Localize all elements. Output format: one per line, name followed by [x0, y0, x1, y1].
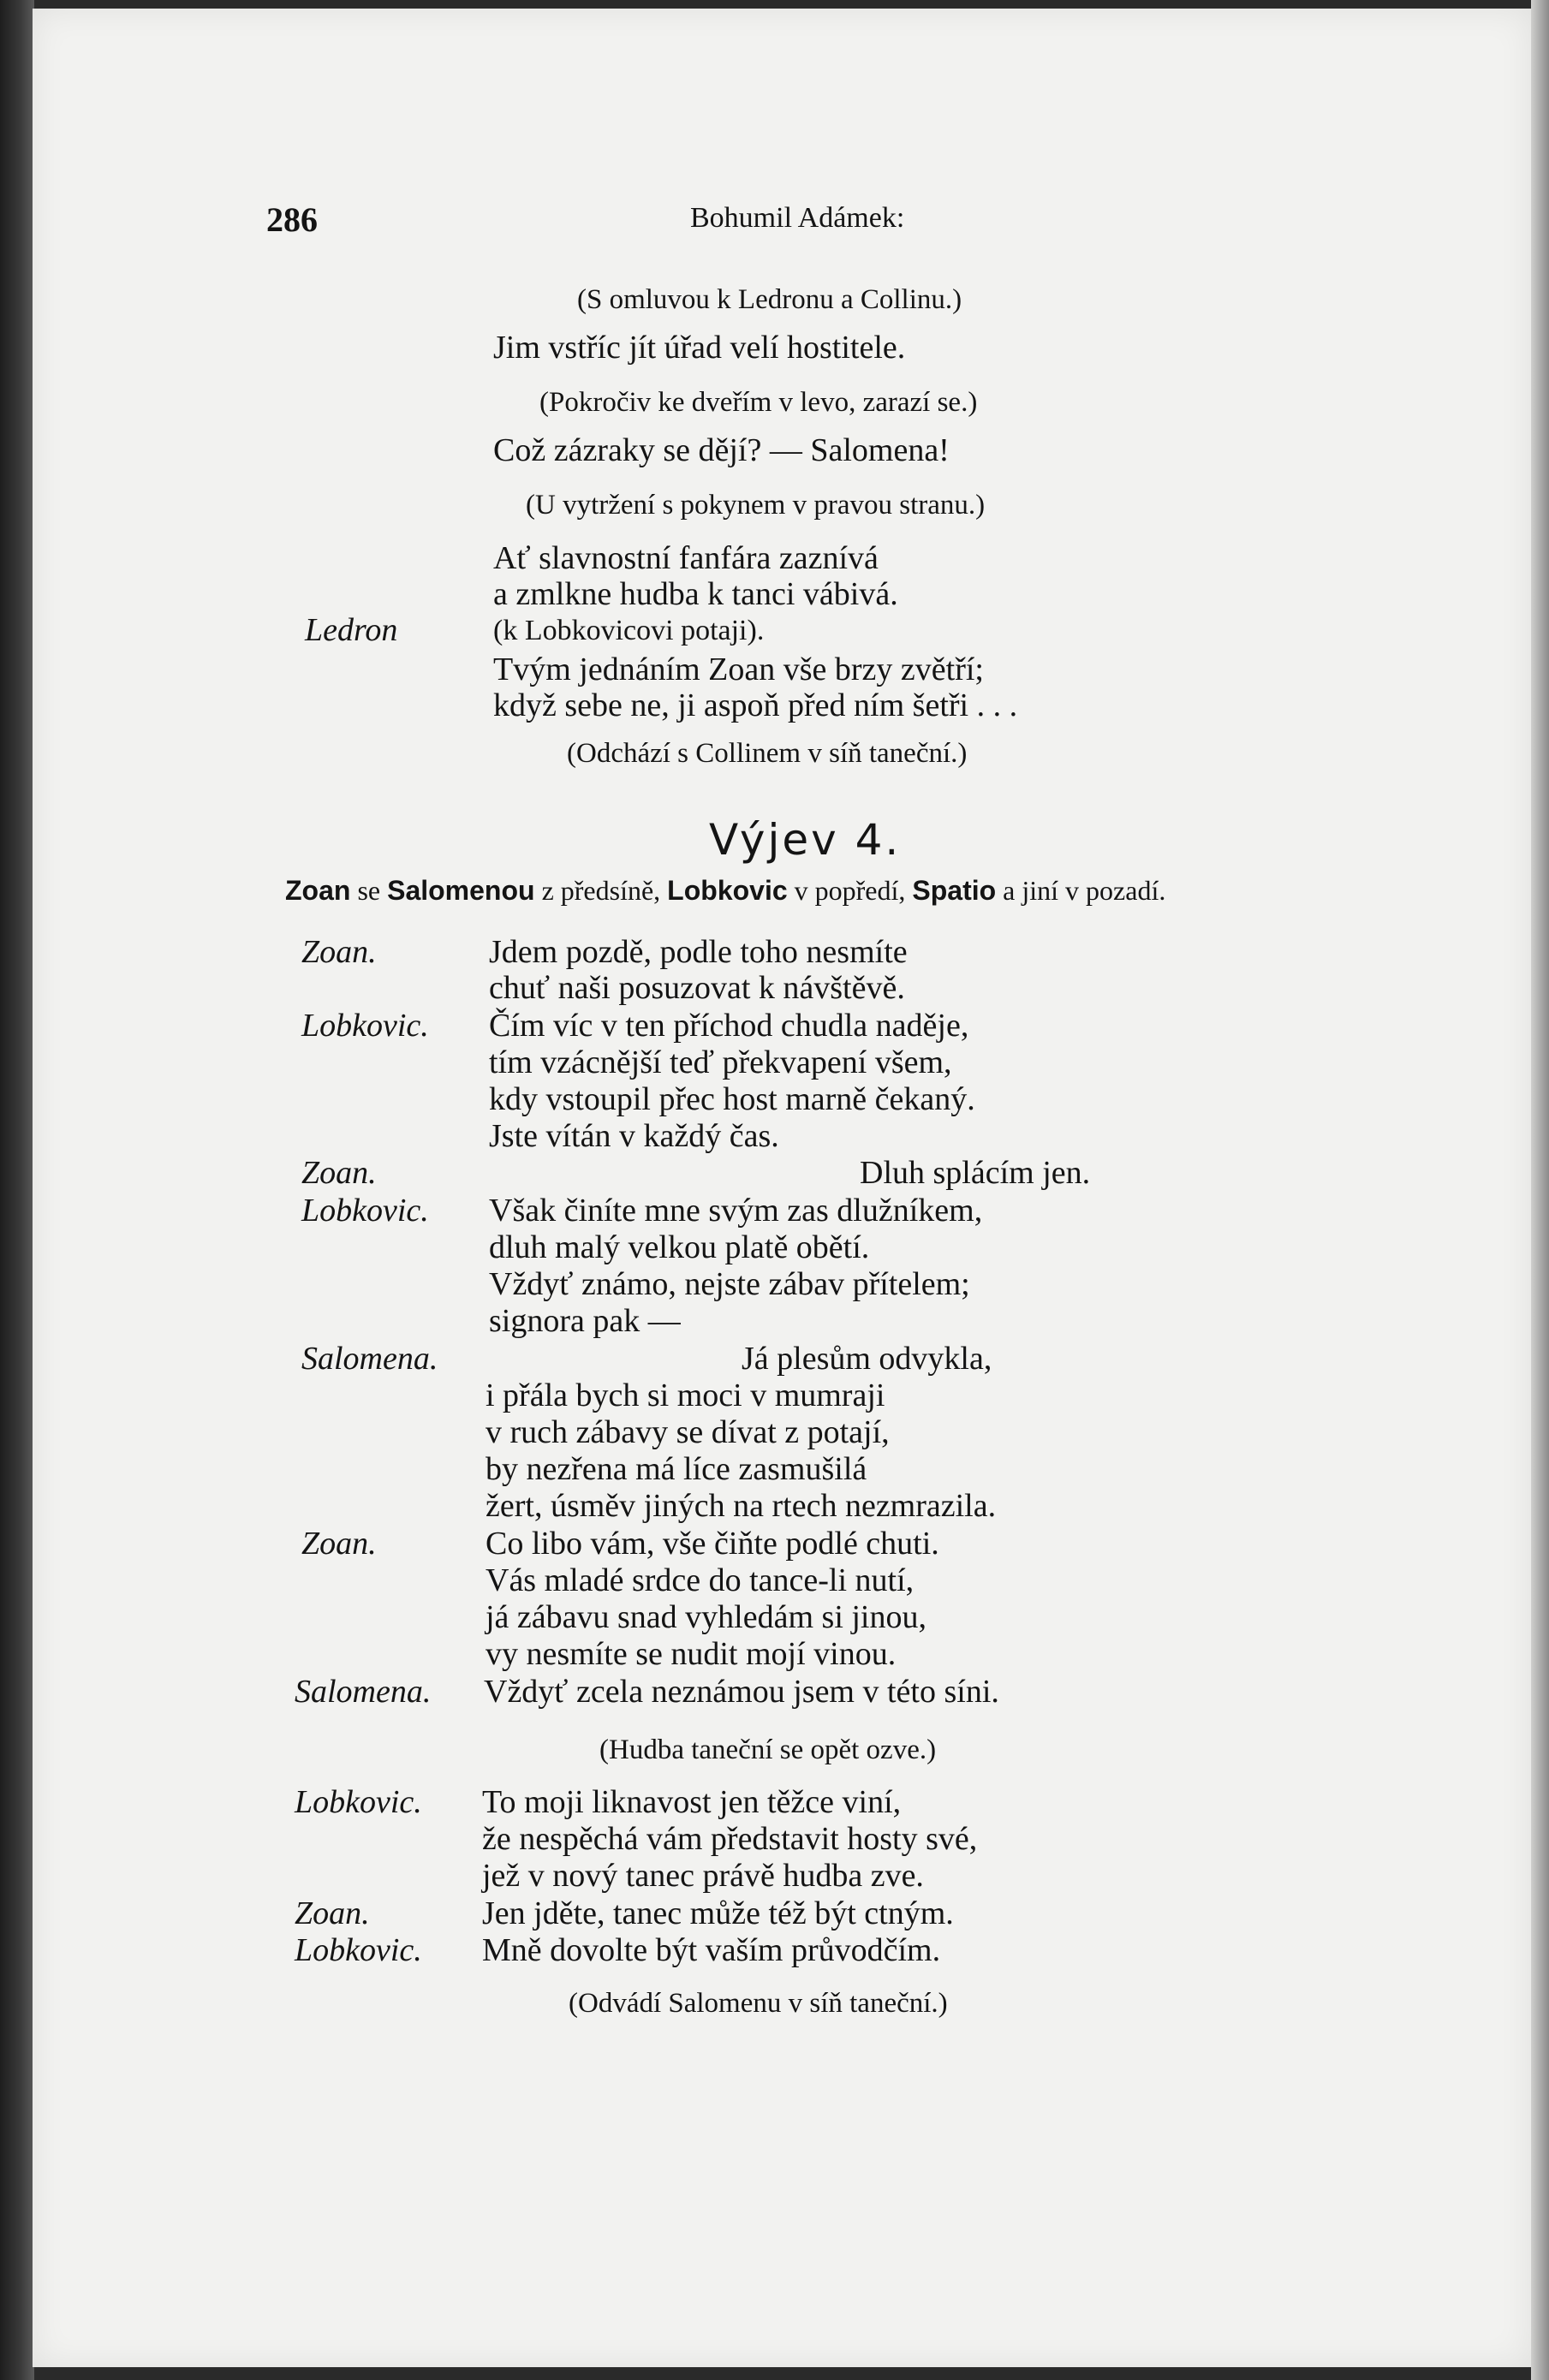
scene-text: se: [350, 875, 388, 906]
page-edge: [1531, 0, 1549, 2380]
stage-direction: (k Lobkovicovi potaji).: [493, 615, 765, 646]
verse-line: dluh malý velkou platě obětí.: [489, 1229, 870, 1265]
character-name: Lobkovic: [667, 875, 788, 906]
verse-line: Dluh splácím jen.: [860, 1155, 1091, 1191]
verse-line: Jdem pozdě, podle toho nesmíte: [489, 934, 908, 970]
verse-line: Jste vítán v každý čas.: [489, 1118, 779, 1154]
character-name: Spatio: [912, 875, 997, 906]
character-name: Zoan: [285, 875, 351, 906]
verse-line: jež v nový tanec právě hudba zve.: [482, 1858, 924, 1894]
verse-line: Však činíte mne svým zas dlužníkem,: [489, 1193, 983, 1229]
scene-text: v popředí,: [787, 875, 913, 906]
verse-line: Ať slavnostní fanfára zaznívá: [493, 540, 879, 576]
speaker-name: Zoan.: [301, 1526, 377, 1562]
verse-line: by nezřena má líce zasmušilá: [486, 1451, 867, 1487]
verse-line: a zmlkne hudba k tanci vábivá.: [493, 576, 898, 612]
stage-direction: (Odchází s Collinem v síň taneční.): [567, 738, 968, 769]
scene-text: z předsíně,: [534, 875, 668, 906]
character-name: Salomenou: [387, 875, 535, 906]
verse-line: Což zázraky se dějí? — Salomena!: [493, 432, 950, 468]
speaker-name: Lobkovic.: [295, 1784, 422, 1820]
verse-line: i přála bych si moci v mumraji: [486, 1377, 885, 1413]
speaker-name: Ledron: [305, 612, 398, 648]
verse-line: já zábavu snad vyhledám si jinou,: [486, 1599, 926, 1635]
verse-line: signora pak —: [489, 1303, 681, 1339]
speaker-name: Salomena.: [295, 1674, 432, 1710]
stage-direction: (Hudba taneční se opět ozve.): [599, 1734, 937, 1765]
stage-direction: (U vytržení s pokynem v pravou stranu.): [526, 490, 986, 521]
scene-text: a jiní v pozadí.: [996, 875, 1166, 906]
speaker-name: Zoan.: [295, 1895, 370, 1931]
verse-line: Já plesům odvykla,: [742, 1341, 992, 1377]
book-spine-shadow: [0, 0, 34, 2380]
verse-line: Vždyť zcela neznámou jsem v této síni.: [484, 1674, 999, 1710]
speaker-name: Lobkovic.: [301, 1193, 429, 1229]
speaker-name: Lobkovic.: [301, 1008, 429, 1044]
scene-title: Výjev 4.: [709, 815, 902, 865]
speaker-name: Zoan.: [301, 934, 377, 970]
verse-line: kdy vstoupil přec host marně čekaný.: [489, 1081, 975, 1117]
speaker-name: Zoan.: [301, 1155, 377, 1191]
scene-description: [285, 875, 1165, 907]
verse-line: Co libo vám, vše čiňte podlé chuti.: [486, 1526, 939, 1562]
verse-line: vy nesmíte se nudit mojí vinou.: [486, 1636, 897, 1672]
speaker-name: Salomena.: [301, 1341, 438, 1377]
verse-line: Čím víc v ten příchod chudla naděje,: [489, 1008, 969, 1044]
stage-direction: (S omluvou k Ledronu a Collinu.): [577, 284, 962, 315]
verse-line: Vás mladé srdce do tance-li nutí,: [486, 1562, 915, 1598]
verse-line: žert, úsměv jiných na rtech nezmrazila.: [486, 1488, 997, 1524]
stage-direction: (Odvádí Salomenu v síň taneční.): [569, 1988, 948, 2019]
verse-line: Mně dovolte být vaším průvodčím.: [482, 1932, 941, 1968]
verse-line: v ruch zábavy se dívat z potají,: [486, 1414, 890, 1450]
verse-line: Vždyť známo, nejste zábav přítelem;: [489, 1266, 970, 1302]
verse-line: To moji liknavost jen těžce viní,: [482, 1784, 902, 1820]
verse-line: Tvým jednáním Zoan vše brzy zvětří;: [493, 652, 984, 687]
running-head: Bohumil Adámek:: [690, 202, 905, 234]
speaker-name: Lobkovic.: [295, 1932, 422, 1968]
verse-line: Jim vstříc jít úřad velí hostitele.: [493, 330, 906, 366]
verse-line: tím vzácnější teď překvapení všem,: [489, 1044, 952, 1080]
verse-line: chuť naši posuzovat k návštěvě.: [489, 970, 905, 1006]
page-number: 286: [266, 200, 318, 239]
stage-direction: (Pokročiv ke dveřím v levo, zarazí se.): [539, 387, 978, 418]
verse-line: Jen jděte, tanec může též být ctným.: [482, 1895, 954, 1931]
verse-line: když sebe ne, ji aspoň před ním šetři . . .: [493, 687, 1018, 723]
verse-line: že nespěchá vám představit hosty své,: [482, 1821, 978, 1857]
